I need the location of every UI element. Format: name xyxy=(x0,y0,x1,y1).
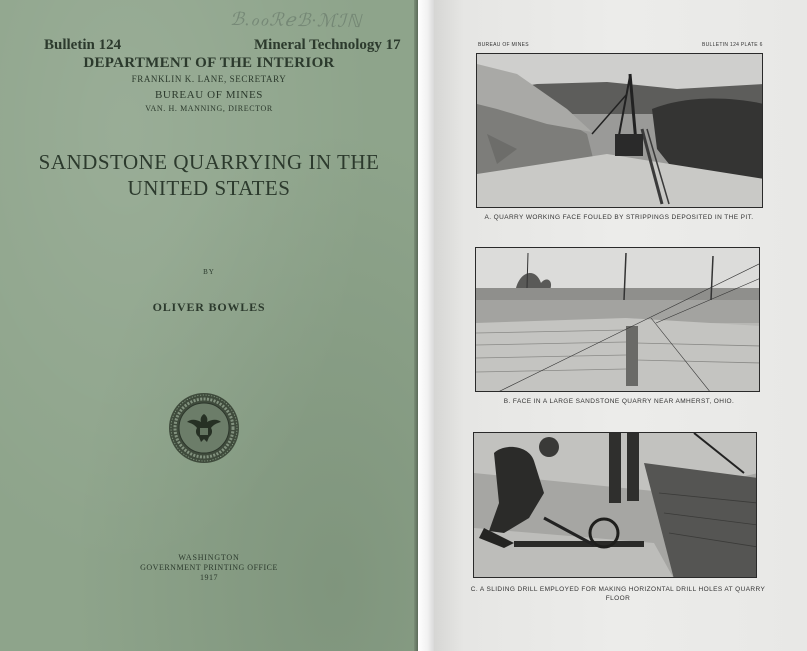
plate-page xyxy=(434,0,807,651)
title-line-2: UNITED STATES xyxy=(127,176,291,200)
department-seal-icon xyxy=(168,392,240,464)
imprint-printer: GOVERNMENT PRINTING OFFICE xyxy=(140,563,278,572)
bureau-name: BUREAU OF MINES xyxy=(154,89,263,101)
by-label: BY xyxy=(203,268,215,276)
plate-photo-b xyxy=(475,247,760,392)
bulletin-number: Bulletin 124 xyxy=(44,37,122,53)
imprint-year: 1917 xyxy=(200,573,218,582)
pencil-inscription: ℬ.ℴℴℛℯℬ·ℳℐℕ xyxy=(229,8,363,32)
caption-a: A. QUARRY WORKING FACE FOULED BY STRIPPINGS DEPOSITED IN THE PIT. xyxy=(484,214,754,221)
caption-c: C. A SLIDING DRILL EMPLOYED FOR MAKING HORIZONTAL DRILL HOLES AT QUARRY FLOOR xyxy=(470,586,766,602)
running-head-left: BUREAU OF MINES xyxy=(478,42,529,48)
department-name: DEPARTMENT OF THE INTERIOR xyxy=(83,55,335,71)
title-line-1: SANDSTONE QUARRYING IN THE xyxy=(38,150,380,174)
plate-photo-c xyxy=(473,432,757,578)
imprint-place: WASHINGTON xyxy=(178,553,240,562)
author-name: OLIVER BOWLES xyxy=(152,300,266,314)
director-line: VAN. H. MANNING, DIRECTOR xyxy=(145,104,273,113)
plate-photo-a xyxy=(476,53,763,208)
secretary-line: FRANKLIN K. LANE, SECRETARY xyxy=(131,74,287,84)
page-gutter xyxy=(418,0,434,651)
running-head-right: BULLETIN 124 PLATE 6 xyxy=(702,42,763,48)
caption-b: B. FACE IN A LARGE SANDSTONE QUARRY NEAR AMHERST, OHIO. xyxy=(503,398,735,405)
series-number: Mineral Technology 17 xyxy=(254,37,401,53)
